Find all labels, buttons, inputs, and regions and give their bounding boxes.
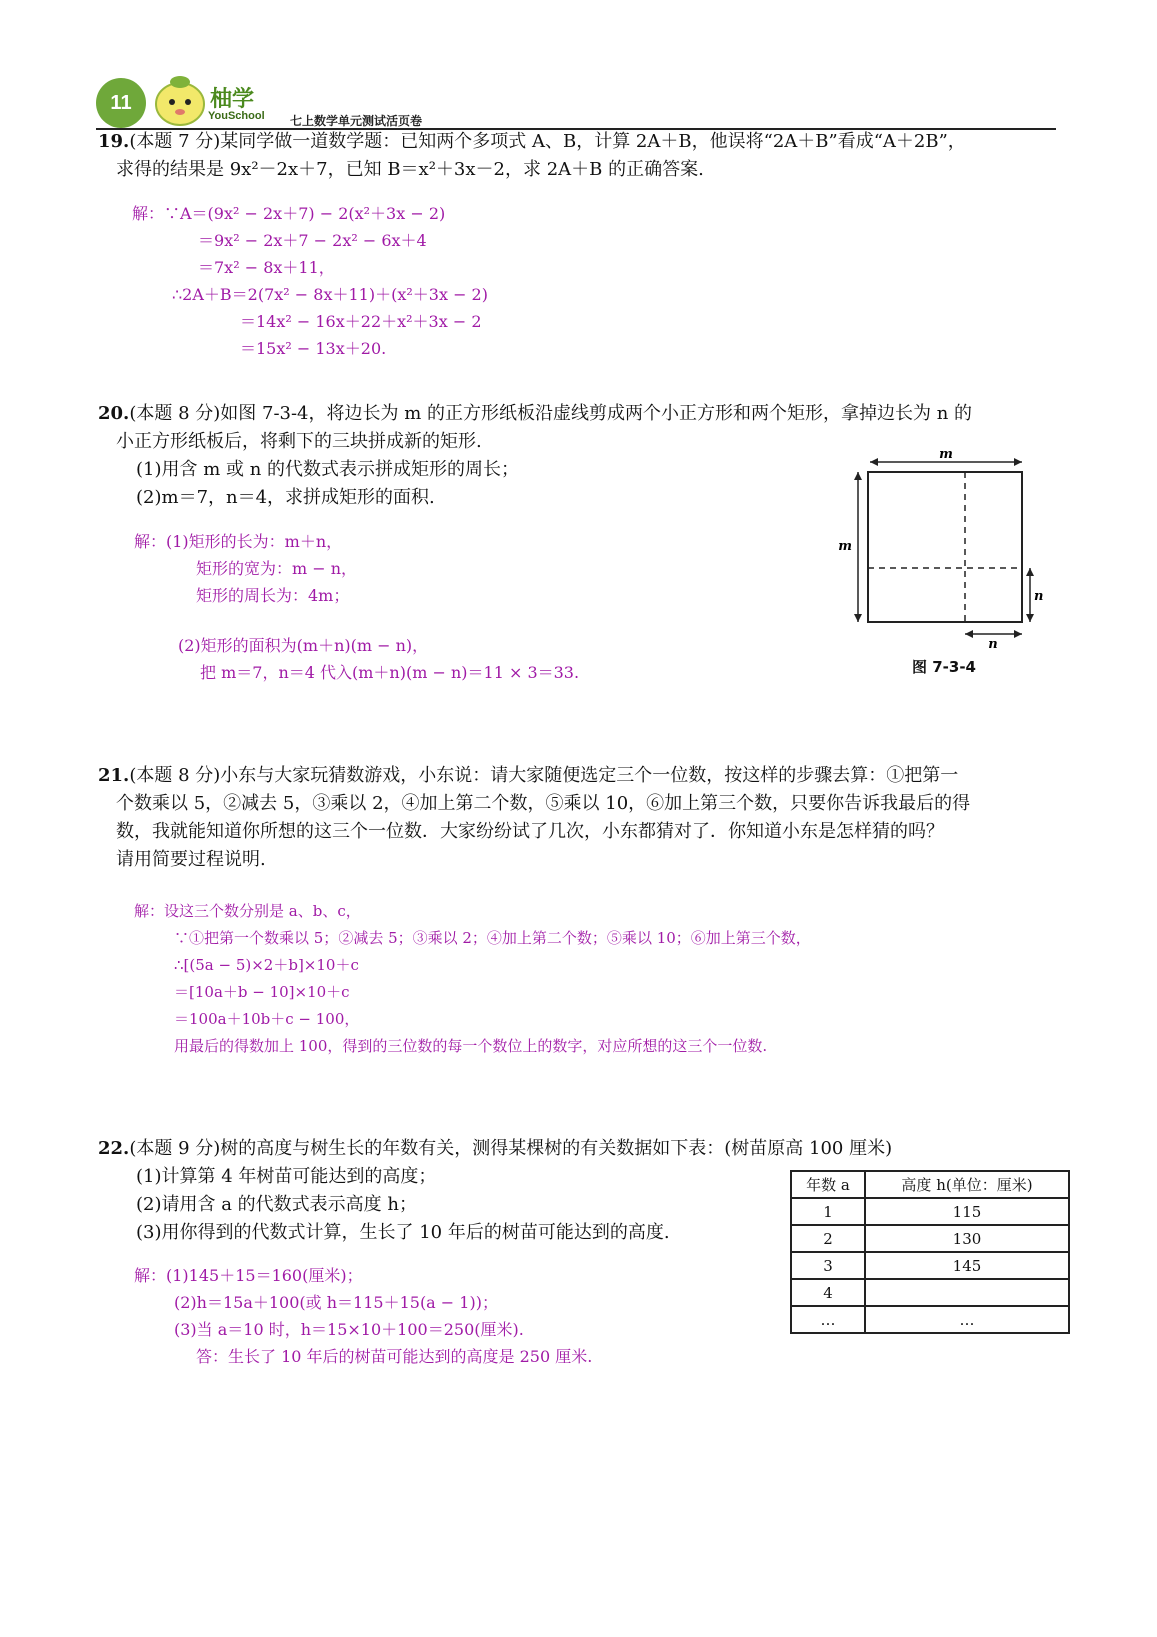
solution-line: ＝14x² − 16x＋22＋x²＋3x − 2 <box>240 312 482 331</box>
solution-19 <box>132 200 488 362</box>
table-cell: 1 <box>791 1198 865 1225</box>
figure-caption: 图 7-3-4 <box>912 658 976 676</box>
table-cell: … <box>791 1306 865 1333</box>
question-text: (本题 9 分)树的高度与树生长的年数有关，测得某棵树的有关数据如下表：(树苗原高 100 厘米) <box>129 1138 893 1159</box>
tree-height-table <box>790 1170 1070 1334</box>
arrow-head <box>1014 630 1022 638</box>
solution-line: 解：设这三个数分别是 a、b、c， <box>134 902 361 920</box>
page-number-badge <box>96 78 146 128</box>
table-cell: 2 <box>791 1225 865 1252</box>
header-subtitle: 七上数学单元测试活页卷 <box>290 114 423 128</box>
question-number: 22. <box>98 1138 130 1159</box>
question-21 <box>98 762 1058 874</box>
solution-line: ＝100a＋10b＋c − 100， <box>174 1010 360 1028</box>
table-cell: 145 <box>865 1252 1069 1279</box>
solution-line: ∴[(5a − 5)×2＋b]×10＋c <box>174 956 359 974</box>
solution-line: (2)h＝15a＋100(或 h＝115＋15(a − 1))； <box>174 1293 498 1312</box>
square-outline <box>868 472 1022 622</box>
arrow-head <box>1026 568 1034 576</box>
solution-22 <box>134 1262 592 1370</box>
question-text: (本题 8 分)如图 7-3-4，将边长为 m 的正方形纸板沿虚线剪成两个小正方形和两个矩形，拿掉边长为 n 的 <box>129 403 973 424</box>
question-text: 小正方形纸板后，将剩下的三块拼成新的矩形. <box>116 431 482 452</box>
solution-line: ＝[10a＋b − 10]×10＋c <box>174 983 350 1001</box>
solution-line: 解：(1)矩形的长为：m＋n， <box>134 532 343 551</box>
table-row <box>791 1279 1069 1306</box>
brand-name-en: YouSchool <box>208 110 265 122</box>
arrow-head <box>965 630 973 638</box>
solution-line: (3)当 a＝10 时，h＝15×10＋100＝250(厘米). <box>174 1320 524 1339</box>
solution-line: 用最后的得数加上 100，得到的三位数的每一个数位上的数字，对应所想的这三个一位数. <box>174 1037 768 1055</box>
solution-line: ＝9x² − 2x＋7 − 2x² − 6x＋4 <box>198 231 427 250</box>
table-row <box>791 1306 1069 1333</box>
table-header: 年数 a <box>791 1171 865 1198</box>
question-number: 20. <box>98 403 130 424</box>
arrow-head <box>1014 458 1022 466</box>
table-row <box>791 1252 1069 1279</box>
table-header: 高度 h(单位：厘米) <box>865 1171 1069 1198</box>
page-number: 11 <box>110 91 132 114</box>
question-part: (1)计算第 4 年树苗可能达到的高度； <box>136 1166 437 1187</box>
table-cell: 130 <box>865 1225 1069 1252</box>
solution-line: 解：(1)145＋15＝160(厘米)； <box>134 1266 363 1285</box>
question-part: (2)请用含 a 的代数式表示高度 h； <box>136 1194 417 1215</box>
question-number: 21. <box>98 765 130 786</box>
solution-line: ＝7x² − 8x＋11， <box>198 258 335 277</box>
solution-line: ∵①把第一个数乘以 5；②减去 5；③乘以 2；④加上第二个数；⑤乘以 10；⑥加上第三个数， <box>174 929 811 947</box>
question-part: (1)用含 m 或 n 的代数式表示拼成矩形的周长； <box>136 459 520 480</box>
arrow-head <box>854 614 862 622</box>
question-part: (2)m＝7，n＝4，求拼成矩形的面积. <box>136 487 435 508</box>
question-text: 个数乘以 5，②减去 5，③乘以 2，④加上第二个数，⑤乘以 10，⑥加上第三个数，只要你告诉我最后的得 <box>116 793 971 814</box>
solution-line: 把 m＝7，n＝4 代入(m＋n)(m − n)＝11 × 3＝33. <box>200 663 580 682</box>
question-number: 19. <box>98 131 130 152</box>
solution-20-part1 <box>134 528 357 609</box>
solution-20-part2 <box>178 632 579 686</box>
question-text: (本题 7 分)某同学做一道数学题：已知两个多项式 A、B，计算 2A＋B，他误将“2A＋B”看成“A＋2B”， <box>129 131 966 152</box>
table-cell: 3 <box>791 1252 865 1279</box>
label-m-top: m <box>939 447 953 462</box>
question-text: 求得的结果是 9x²－2x＋7，已知 B＝x²＋3x－2，求 2A＋B 的正确答案. <box>116 159 704 180</box>
table-header-row <box>791 1171 1069 1198</box>
label-n-bottom: n <box>988 637 998 652</box>
solution-line: 矩形的周长为：4m； <box>196 586 350 605</box>
table-cell: 4 <box>791 1279 865 1306</box>
question-text: (本题 8 分)小东与大家玩猜数游戏，小东说：请大家随便选定三个一位数，按这样的步骤去算：①把第一 <box>129 765 959 786</box>
question-text: 请用简要过程说明. <box>116 849 266 870</box>
solution-line: 矩形的宽为：m − n， <box>196 559 358 578</box>
label-m-left: m <box>838 539 852 554</box>
arrow-head <box>854 472 862 480</box>
arrow-head <box>870 458 878 466</box>
solution-line: ＝15x² − 13x＋20. <box>240 339 387 358</box>
table-row <box>791 1198 1069 1225</box>
figure-7-3-4 <box>838 447 1044 652</box>
question-part: (3)用你得到的代数式计算，生长了 10 年后的树苗可能达到的高度. <box>136 1222 670 1243</box>
question-19 <box>98 128 1058 184</box>
solution-line: ∴2A＋B＝2(7x² − 8x＋11)＋(x²＋3x − 2) <box>172 285 488 304</box>
brand-name: 柚学 <box>210 87 255 112</box>
arrow-head <box>1026 614 1034 622</box>
mascot-logo <box>150 70 210 128</box>
solution-21 <box>134 898 811 1060</box>
solution-line: 答：生长了 10 年后的树苗可能达到的高度是 250 厘米. <box>196 1347 593 1366</box>
table-cell <box>865 1279 1069 1306</box>
table-cell: … <box>865 1306 1069 1333</box>
label-n-right: n <box>1034 589 1044 604</box>
table-row <box>791 1225 1069 1252</box>
solution-line: (2)矩形的面积为(m＋n)(m − n)， <box>178 636 429 655</box>
solution-line: 解：∵A＝(9x² − 2x＋7) − 2(x²＋3x − 2) <box>132 204 446 223</box>
table-cell: 115 <box>865 1198 1069 1225</box>
question-text: 数，我就能知道你所想的这三个一位数．大家纷纷试了几次，小东都猜对了．你知道小东是怎样猜的吗？ <box>116 821 944 842</box>
